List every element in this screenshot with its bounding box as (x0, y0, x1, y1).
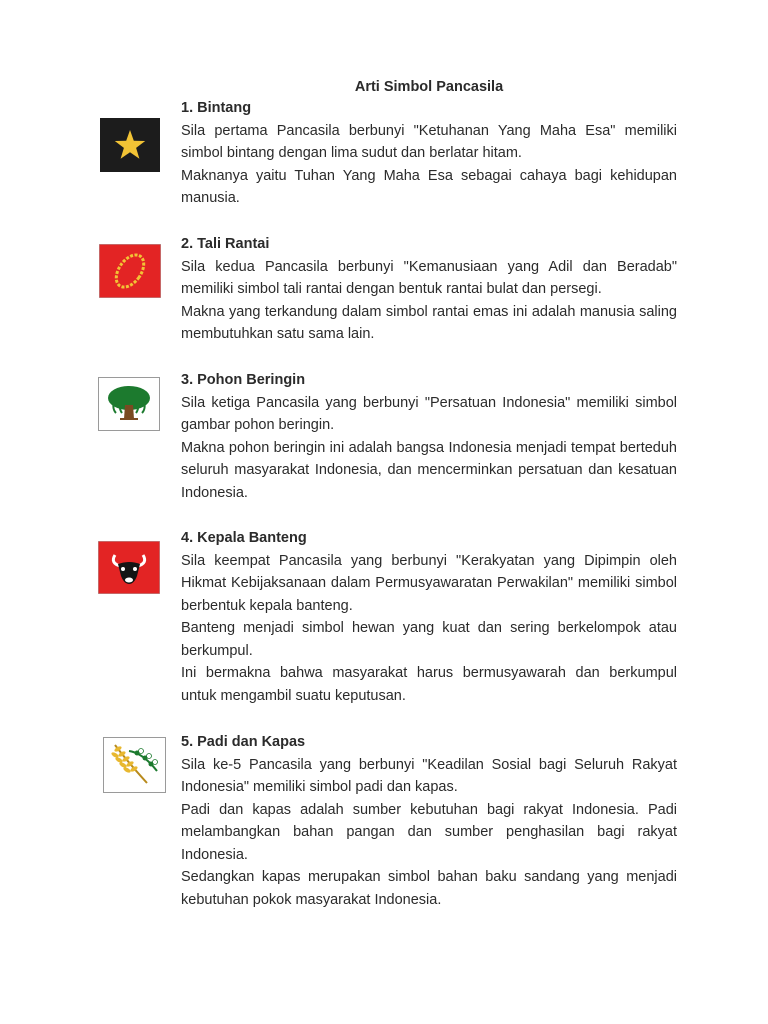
section-paragraph: Maknanya yaitu Tuhan Yang Maha Esa sebagai cahaya bagi kehidupan manusia. (181, 167, 677, 206)
section-paragraph: Sedangkan kapas merupakan simbol bahan baku sandang yang menjadi kebutuhan pokok masyarakat Indonesia. (181, 869, 677, 908)
section-heading: 4. Kepala Banteng (181, 530, 307, 546)
section-paragraph: Banteng menjadi simbol hewan yang kuat dan sering berkelompok atau berkumpul. (181, 620, 677, 659)
section-paragraph: Sila ketiga Pancasila yang berbunyi "Persatuan Indonesia" memiliki simbol gambar pohon beringin. (181, 394, 677, 433)
section-heading: 3. Pohon Beringin (181, 372, 306, 388)
section-paragraph: Padi dan kapas adalah sumber kebutuhan bagi rakyat Indonesia. Padi melambangkan bahan pangan dan sumber penghasilan bagi rakyat Indonesia. (181, 801, 677, 863)
section-paragraph: Sila kedua Pancasila berbunyi "Kemanusiaan yang Adil dan Beradab" memiliki simbol tali rantai dengan bentuk rantai bulat dan persegi. (181, 258, 677, 297)
section-paragraph: Sila pertama Pancasila berbunyi "Ketuhanan Yang Maha Esa" memiliki simbol bintang dengan lima sudut dan berlatar hitam. (181, 122, 677, 161)
section-heading: 2. Tali Rantai (181, 236, 270, 252)
banyan-tree-icon (98, 377, 160, 431)
page-title: Arti Simbol Pancasila (354, 79, 504, 95)
section-paragraph: Sila ke-5 Pancasila yang berbunyi "Keadilan Sosial bagi Seluruh Rakyat Indonesia" memiliki simbol padi dan kapas. (181, 756, 677, 795)
section-bintang (181, 97, 677, 210)
section-paragraph: Sila keempat Pancasila yang berbunyi "Kerakyatan yang Dipimpin oleh Hikmat Kebijaksanaan dalam Permusyawaratan Perwakilan" memiliki simbol berbentuk kepala banteng. (181, 552, 677, 614)
section-paragraph: Makna pohon beringin ini adalah bangsa Indonesia menjadi tempat berteduh seluruh masyarakat Indonesia, dan mencerminkan persatuan dan kesatuan Indonesia. (181, 439, 677, 501)
section-padi-dan-kapas (181, 731, 677, 911)
section-paragraph: Makna yang terkandung dalam simbol rantai emas ini adalah manusia saling membutuhkan satu sama lain. (181, 303, 677, 342)
rice-cotton-icon (103, 737, 166, 793)
star-icon (100, 118, 160, 172)
section-tali-rantai (181, 233, 677, 346)
bull-head-icon (98, 541, 160, 594)
section-pohon-beringin (181, 369, 677, 504)
chain-icon (99, 244, 161, 298)
section-kepala-banteng (181, 527, 677, 707)
section-heading: 5. Padi dan Kapas (181, 734, 306, 750)
section-heading: 1. Bintang (181, 100, 252, 116)
section-paragraph: Ini bermakna bahwa masyarakat harus bermusyawarah dan berkumpul untuk mengambil suatu keputusan. (181, 665, 677, 704)
